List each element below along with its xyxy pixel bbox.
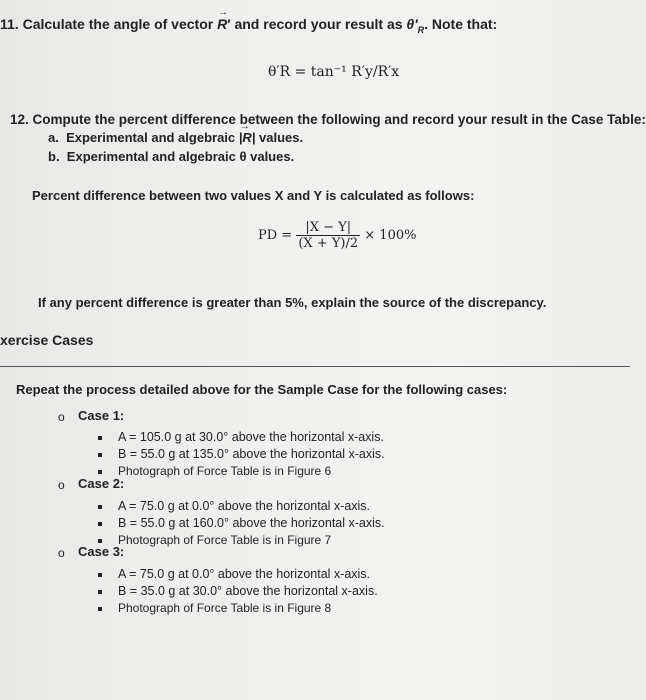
pd-denominator: (X + Y)/2 xyxy=(298,236,359,251)
angle-formula: θ′R = tan⁻¹ R′y/R′x xyxy=(268,64,400,80)
item-12-text: Compute the percent difference between the following and record your result in the xyxy=(32,112,568,127)
case-3-bullet: o xyxy=(58,546,65,560)
pd-intro: Percent difference between two values X and Y is calculated as follows: xyxy=(32,188,475,203)
pd-fraction xyxy=(296,220,360,251)
item-11-text: Calculate the angle of vector xyxy=(22,16,218,32)
sub-b-label: b. xyxy=(48,149,60,164)
case-1-bullet: o xyxy=(58,410,65,424)
theta-subscript: R xyxy=(417,24,425,35)
bullet-icon xyxy=(98,505,102,509)
bullet-icon xyxy=(98,607,102,611)
bullet-icon xyxy=(98,573,102,577)
case-3-item-2: B = 35.0 g at 30.0° above the horizontal x-axis. xyxy=(118,584,378,598)
pd-rhs: × 100% xyxy=(364,228,417,243)
section-title: xercise Cases xyxy=(0,332,94,348)
sub-b-text: Experimental and algebraic θ values. xyxy=(66,149,295,164)
bullet-icon xyxy=(98,539,102,543)
case-1-item-3: Photograph of Force Table is in Figure 6 xyxy=(118,464,332,478)
case-1-item-1: A = 105.0 g at 30.0° above the horizontal x-axis. xyxy=(118,430,384,444)
item-12 xyxy=(10,112,646,127)
bullet-icon xyxy=(98,453,102,457)
case-1-item-2: B = 55.0 g at 135.0° above the horizontal x-axis. xyxy=(118,447,385,461)
pd-note: If any percent difference is greater than 5%, explain the source of the discrepancy. xyxy=(38,295,547,310)
section-rule xyxy=(0,366,630,367)
sub-a-label: a. xyxy=(48,130,59,145)
item-12-b xyxy=(48,149,294,164)
case-table-label: Case Table: xyxy=(571,112,646,127)
case-2-title: Case 2: xyxy=(78,476,125,491)
theta-symbol: θ′ xyxy=(406,16,418,32)
pd-lhs: PD = xyxy=(258,228,293,243)
repeat-text: Repeat the process detailed above for the Sample Case for the following cases: xyxy=(16,382,508,397)
case-2-bullet: o xyxy=(58,478,65,492)
case-3-title: Case 3: xyxy=(78,544,125,559)
case-1-title: Case 1: xyxy=(78,408,125,423)
case-3-item-3: Photograph of Force Table is in Figure 8 xyxy=(118,601,332,615)
item-12-a xyxy=(48,130,303,145)
bullet-icon xyxy=(98,522,102,526)
item-11 xyxy=(0,16,497,35)
sub-a-end: values. xyxy=(255,130,304,145)
vector-r: → R xyxy=(217,16,227,32)
magnitude-r: → |R| xyxy=(239,130,256,145)
case-3-item-1: A = 75.0 g at 0.0° above the horizontal x-axis. xyxy=(118,567,371,581)
item-12-number: 12. xyxy=(10,112,29,127)
case-2-item-2: B = 55.0 g at 160.0° above the horizontal x-axis. xyxy=(118,516,385,530)
sub-a-text: Experimental and algebraic xyxy=(66,130,239,145)
item-11-number: 11. xyxy=(0,16,19,32)
bullet-icon xyxy=(98,590,102,594)
case-2-item-3: Photograph of Force Table is in Figure 7 xyxy=(118,533,332,547)
bullet-icon xyxy=(98,436,102,440)
case-2-item-1: A = 75.0 g at 0.0° above the horizontal x-axis. xyxy=(118,499,371,513)
bullet-icon xyxy=(98,470,102,474)
pd-formula xyxy=(258,220,416,251)
pd-numerator: |X − Y| xyxy=(296,220,360,236)
item-11-text-b: ′ and record your result as xyxy=(227,16,407,32)
item-11-text-c: . Note that: xyxy=(424,16,498,32)
